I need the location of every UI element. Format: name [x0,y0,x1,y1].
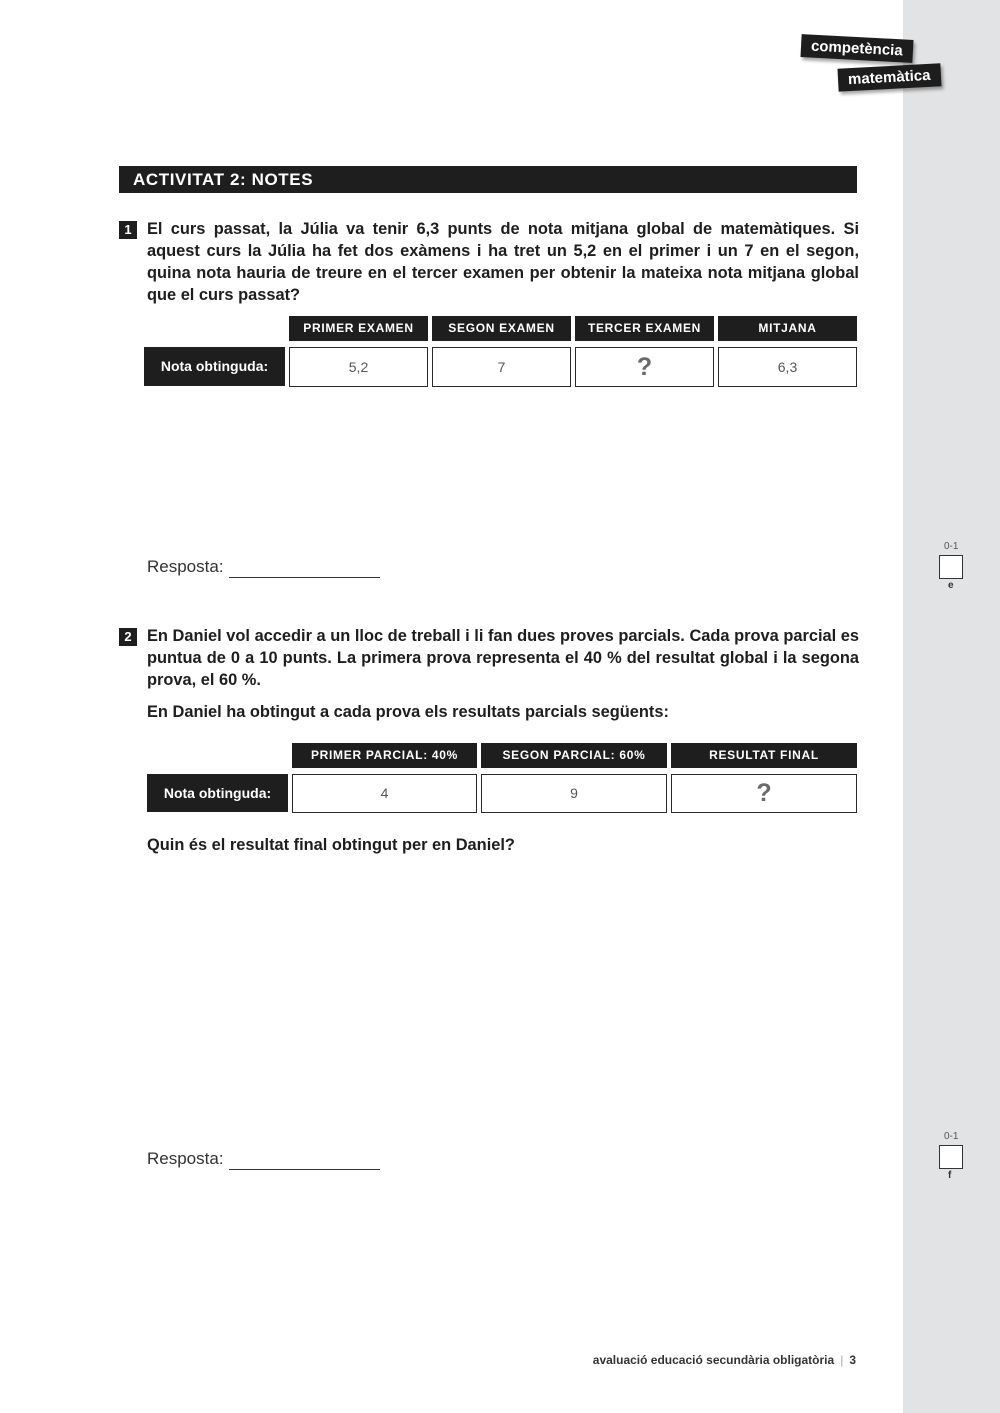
q2-value-segon-parcial: 9 [481,774,667,813]
q1-value-tercer-examen: ? [575,347,714,387]
q1-answer-label: Resposta: [147,557,224,576]
question-2-number: 2 [119,628,137,646]
footer-separator: | [840,1353,844,1367]
q1-answer-line[interactable] [229,577,380,578]
q1-value-primer-examen: 5,2 [289,347,428,387]
page-footer [593,1353,856,1367]
q2-score-letter: f [948,1170,952,1181]
q1-header-mitjana: MITJANA [718,316,857,341]
q2-header-resultat-final: RESULTAT FINAL [671,743,857,768]
q2-score-box[interactable] [939,1145,963,1169]
q2-answer-label: Resposta: [147,1149,224,1168]
question-2-question: Quin és el resultat final obtingut per en Daniel? [147,836,515,854]
q1-row-label: Nota obtinguda: [144,347,285,386]
competence-tag-line1: competència [800,34,913,63]
q2-header-segon-parcial: SEGON PARCIAL: 60% [481,743,667,768]
q2-answer-line[interactable] [229,1169,380,1170]
question-1-text: El curs passat, la Júlia va tenir 6,3 punts de nota mitjana global de matemàtiques. Si aquest curs la Júlia ha fet dos exàmens i ha tret un 5,2 en el primer i un 7 en el segon, quina nota hauria de treure en el tercer examen per obtenir la mateixa nota mitjana global que el curs passat? [147,220,859,304]
q1-header-primer-examen: PRIMER EXAMEN [289,316,428,341]
q1-score-box[interactable] [939,555,963,579]
footer-text: avaluació educació secundària obligatòria [592,1353,835,1367]
q1-header-tercer-examen: TERCER EXAMEN [575,316,714,341]
q1-header-segon-examen: SEGON EXAMEN [432,316,571,341]
q2-value-resultat-final: ? [671,774,857,813]
q2-value-primer-parcial: 4 [292,774,477,813]
q1-score-range: 0-1 [944,541,959,552]
question-2-text: En Daniel vol accedir a un lloc de treball i li fan dues proves parcials. Cada prova parcial es puntua de 0 a 10 punts. La primera prova representa el 40 % del resultat global i la segona prova, el 60 %. [147,627,859,689]
q1-value-mitjana: 6,3 [718,347,857,387]
q2-score-range: 0-1 [944,1131,959,1142]
q1-value-segon-examen: 7 [432,347,571,387]
q2-header-primer-parcial: PRIMER PARCIAL: 40% [292,743,477,768]
competence-tag-line2: matemàtica [837,63,941,91]
question-2-intro: En Daniel ha obtingut a cada prova els resultats parcials següents: [147,703,669,721]
q2-row-label: Nota obtinguda: [147,774,288,812]
question-1-number: 1 [119,221,137,239]
page-number: 3 [849,1353,856,1367]
activity-title: ACTIVITAT 2: NOTES [119,166,857,193]
q1-score-letter: e [948,580,954,591]
grading-sidebar [903,0,1000,1413]
